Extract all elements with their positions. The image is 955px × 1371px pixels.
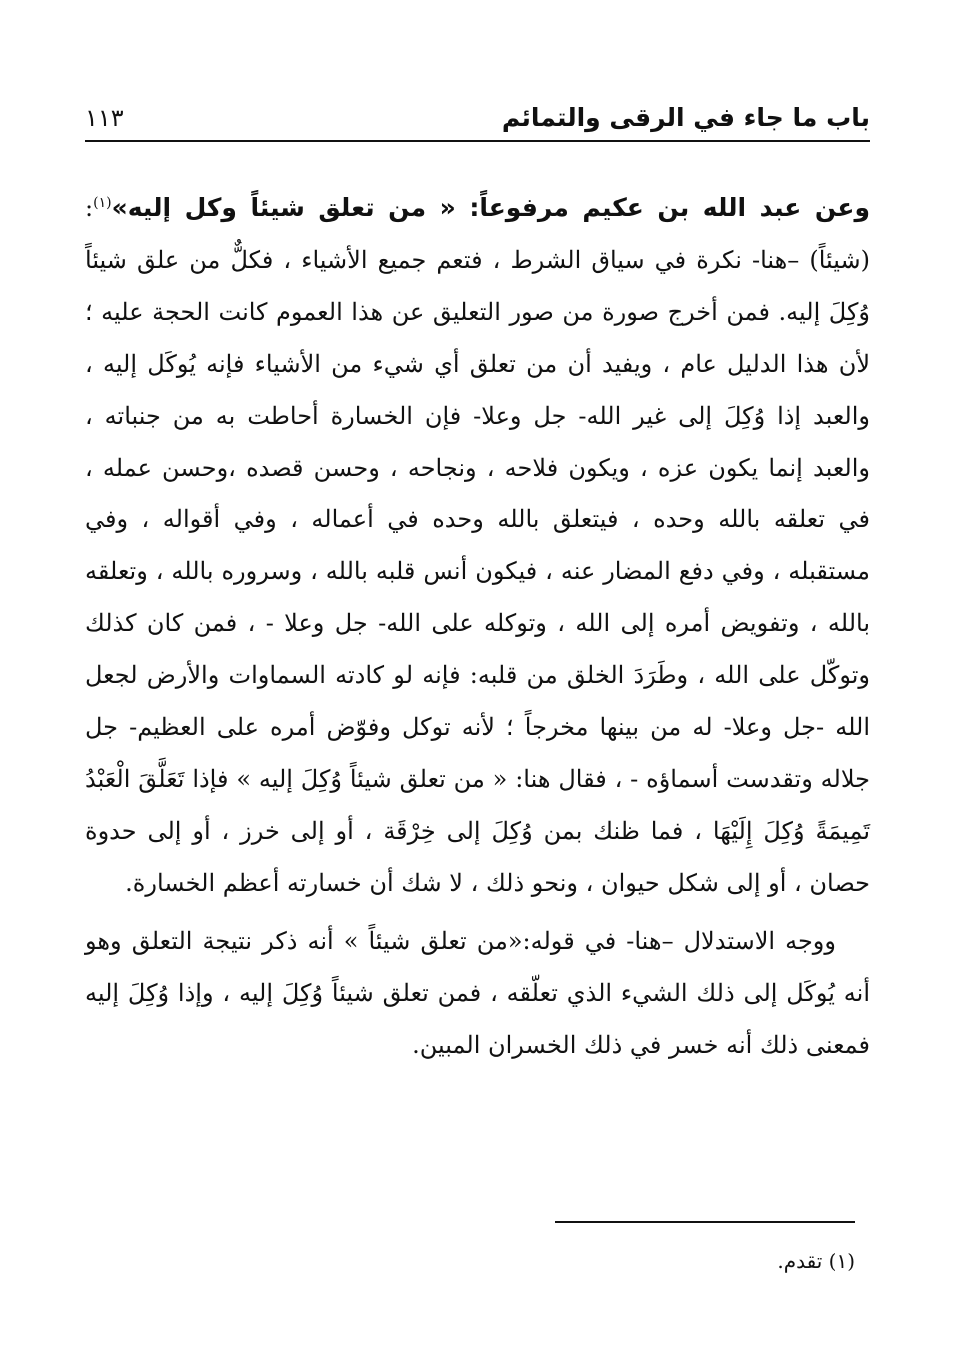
footnote-divider [555,1221,855,1223]
paragraph-2: ووجه الاستدلال –هنا- في قوله:«من تعلق شيئاً » أنه ذكر نتيجة التعلق وهو أنه يُوكَل إلى ذلك الشيء الذي تعلّقه ، فمن تعلق شيئاً وُكِلَ إليه ، وإذا وُكِلَ إليه فمعنى ذلك أنه خسر في ذلك الخسران المبين. [85,926,870,1059]
page-number: ١١٣ [85,104,124,132]
page-header [85,88,870,132]
footnote-1: (١) تقدم. [777,1249,855,1273]
main-text [85,182,870,1071]
paragraph-1 [85,182,870,910]
hadith-quote: وعن عبد الله بن عكيم مرفوعاً: « من تعلق شيئاً وكل إليه» [111,193,870,222]
paragraph-1-text: :(شيئاً) –هنا- نكرة في سياق الشرط ، فتعم جميع الأشياء ، فكلٌّ من علق شيئاً وُكِلَ إليه. فمن أخرج صورة من صور التعليق عن هذا العموم كانت الحجة عليه ؛ لأن هذا الدليل عام ، ويفيد أن من تعلق أي شيء من الأشياء فإنه يُوكَل إليه ، والعبد إذا وُكِلَ إلى غير الله- جل وعلا- فإن الخسارة أحاطت به من جنباته ، والعبد إنما يكون عزه ، ويكون فلاحه ، ونجاحه ، وحسن قصده ،وحسن عمله ، في تعلقه بالله وحده ، فيتعلق بالله وحده في أعماله ، وفي أقواله ، وفي مستقبله ، وفي دفع المضار عنه ، فيكون أنس قلبه بالله ، وسروره بالله ، وتعلقه بالله ، وتفويض أمره إلى الله ، وتوكله على الله- جل وعلا - ، فمن كان كذلك وتوكّل على الله ، وطَرَدَ الخلق من قلبه: فإنه لو كادته السماوات والأرض لجعل الله -جل وعلا- له من بينها مخرجاً ؛ لأنه توكل وفوّض أمره على العظيم- جل جلاله وتقدست أسماؤه - ، فقال هنا: « من تعلق شيئاً وُكِلَ إليه » فإذا تَعَلَّقَ الْعَبْدُ تَمِيمَةً وُكِلَ إِلَيْهَا ، فما ظنك بمن وُكِلَ إلى خِرْقَة ، أو إلى خرز ، أو إلى حدوة حصان ، أو إلى شكل حيوان ، ونحو ذلك ، لا شك أن خسارته أعظم الخسارة. [85,194,870,897]
footnote-reference: (١) [93,195,112,211]
header-divider [85,140,870,142]
running-title: باب ما جاء في الرقى والتمائم [501,103,870,132]
